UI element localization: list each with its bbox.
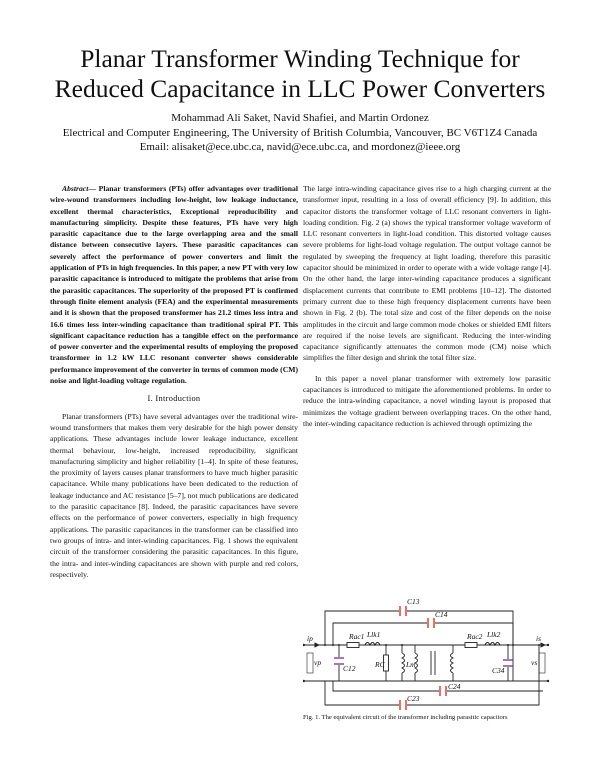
section-heading-introduction: I. Introduction	[147, 394, 201, 404]
label-rac1: Rac1	[349, 632, 365, 641]
label-is: is	[536, 634, 542, 643]
label-c14: C14	[435, 610, 448, 619]
left-column	[50, 183, 298, 580]
label-llk1: Llk1	[367, 630, 381, 639]
title-line-1: Planar Transformer Winding Technique for	[80, 44, 520, 73]
equivalent-circuit-figure	[303, 597, 551, 711]
lm-inductor	[402, 653, 405, 673]
paper-title	[0, 44, 600, 104]
abstract-text: — Planar transformers (PTs) offer advantages over traditional wire-wound transformers including low-height, low leakage inductance, excellent thermal characteristics, Exceptional reproducibility and manufacturing simplicity. Despite these features, PTs have very high parasitic capacitance due to the large overlapping area and the small distance between consecutive layers. These parasitic capacitances can severely affect the performance of power converters and limit the application of PTs in high frequencies. In this paper, a new PT with very low parasitic capacitance is introduced to mitigate the problems that arise from the parasitic capacitances. The superiority of the proposed PT is confirmed through finite element analysis (FEA) and the experimental measurements and it is shown that the proposed transformer has 21.2 times less intra and 16.6 times less inter-winding capacitance than traditional spiral PT. This significant capacitance reduction has a tangible effect on the performance of power converter and the experimental results of employing the proposed transformer in 1.2 kW LLC resonant converter shows considerable performance improvement of the converter in terms of common mode (CM) noise and light-loading voltage regulation.	[50, 184, 298, 386]
abstract	[50, 183, 298, 386]
label-c24: C24	[448, 682, 461, 691]
affiliation: Electrical and Computer Engineering, The University of British Columbia, Vancouver, BC V6T1Z4 Canada	[62, 126, 538, 139]
rac1-resistor	[347, 643, 359, 648]
abstract-lead: Abstract	[62, 184, 89, 193]
label-vp: vp	[314, 658, 322, 667]
title-line-2: Reduced Capacitance in LLC Power Converters	[54, 74, 546, 103]
label-rc: RC	[375, 660, 385, 669]
author-names: Mohammad Ali Saket, Navid Shafiei, and Martin Ordonez	[171, 112, 429, 124]
label-ip: ip	[307, 634, 313, 643]
intro-paragraph-1: Planar transformers (PTs) have several advantages over the traditional wire-wound transformers that makes them very desirable for the high power density applications. These advantages include lower leakage inductance, excellent thermal behaviour, low-height, increased reproducibility, significant manufacturing simplicity and higher reliability [1–4]. In spite of these features, the proximity of layers causes planar transformers to have much higher parasitic capacitance. While many publications have been dedicated to the reduction of leakage inductance and AC resistance [5–7], not much publications are dedicated to the parasitic capacitance [8]. Indeed, the parasitic capacitances have severe effects on the performance of power converters, especially in high frequency applications. The parasitic capacitances in the transformer can be classified into two groups of intra- and inter-winding capacitances. Fig. 1 shows the equivalent circuit of the transformer considering the parasitic capacitances. In this figure, the intra- and inter-winding capacitances are shown with purple and red colors, respectively.	[50, 411, 299, 579]
label-rac2: Rac2	[467, 632, 483, 641]
label-c23: C23	[407, 694, 420, 703]
label-vs: vs	[531, 658, 538, 667]
intro-paragraph-2: The large intra-winding capacitance gives rise to a high charging current at the transformer input, resulting in a loss of overall efficiency [9]. In addition, this capacitor distorts the transformer voltage of LLC resonant converters in light-loading condition. Fig. 2 (a) shows the typical transformer voltage waveform of LLC resonant converters in light-load condition. This distorted voltage causes severe problems for light-load voltage regulation. The output voltage cannot be regulated by sweeping the frequency at light loading, therefore this parasitic capacitor should be minimized in order to operate with a wide voltage range [4]. On the other hand, the large inter-winding capacitance produces a significant displacement currents that contribute to EMI problems [10–12]. The distorted primary current due to these high frequency displacement currents have been shown in Fig. 2 (b). The total size and cost of the filter depends on the noise amplitudes in the circuit and large common mode chokes or shielded EMI filters are required if the noise levels are significant. Reducing the inter-winding capacitance significantly attenuates the common mode (CM) noise which simplifies the filter design and shrink the total filter size.	[303, 184, 551, 363]
email-line: Email: alisaket@ece.ubc.ca, navid@ece.ubc.ca, and mordonez@ieee.org	[139, 141, 461, 153]
rac2-resistor	[465, 643, 477, 648]
label-llk2: Llk2	[487, 630, 501, 639]
secondary-winding	[451, 653, 454, 673]
figure-caption: Fig. 1. The equivalent circuit of the transformer including parasitic capacitors	[303, 714, 508, 721]
author-block	[0, 111, 600, 155]
label-c34: C34	[492, 666, 505, 675]
label-c13: C13	[407, 597, 420, 606]
intro-paragraph-3: In this paper a novel planar transformer with extremely low parasitic capacitances is introduced to mitigate the aforementioned problems. In order to reduce the intra-winding capacitance, a novel winding layout is proposed that minimizes the voltage gradient between overlapping traces. On the other hand, the inter-winding capacitance reduction is achieved through optimizing the	[303, 373, 551, 428]
label-lm: Lm	[406, 660, 416, 669]
label-c12: C12	[343, 664, 356, 673]
right-column	[303, 183, 551, 429]
